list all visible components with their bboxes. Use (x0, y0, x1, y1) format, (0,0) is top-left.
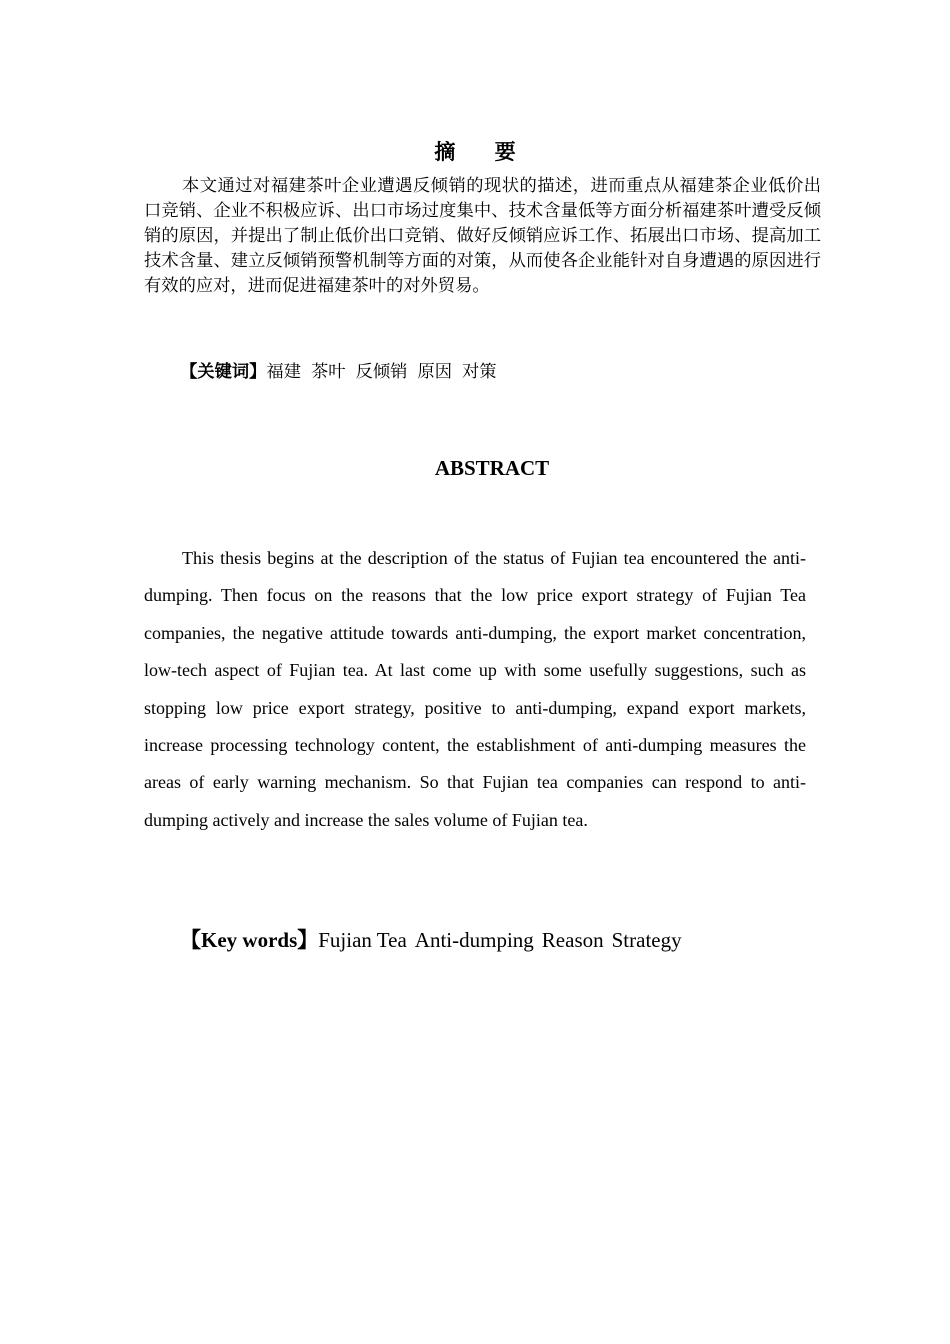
chinese-keywords-label: 【关键词】 (180, 362, 267, 382)
chinese-keyword: 对策 (462, 362, 497, 382)
chinese-keyword: 原因 (417, 362, 453, 382)
english-keywords (180, 925, 690, 955)
chinese-abstract-title: 摘 要 (434, 140, 532, 164)
chinese-abstract-body: 本文通过对福建茶叶企业遭遇反倾销的现状的描述，进而重点从福建茶企业低价出口竞销、企业不积极应诉、出口市场过度集中、技术含量低等方面分析福建茶叶遭受反倾销的原因，并提出了制止低价出口竞销、做好反倾销应诉工作、拓展出口市场、提高加工技术含量、建立反倾销预警机制等方面的对策，从而使各企业能针对自身遭遇的原因进行有效的应对，进而促进福建茶叶的对外贸易。 (144, 176, 821, 296)
chinese-keywords (180, 360, 507, 385)
english-abstract-body: This thesis begins at the description of the status of Fujian tea encountered the anti-dumping. Then focus on the reasons that the low price export strategy of Fujian Tea companies, the negative attitude towards anti-dumping, the export market concentration, low-tech aspect of Fujian tea. At last come up with some usefully suggestions, such as stopping low price export strategy, positive to anti-dumping, expand export markets, increase processing technology content, the establishment of anti-dumping measures the areas of early warning mechanism. So that Fujian tea companies can respond to anti-dumping actively and increase the sales volume of Fujian tea. (144, 548, 806, 830)
english-keyword: Anti-dumping (414, 928, 534, 952)
chinese-keyword: 茶叶 (311, 362, 346, 382)
chinese-keyword: 福建 (266, 362, 301, 382)
english-abstract-title: ABSTRACT (434, 456, 550, 480)
english-keywords-label: 【Key words】 (180, 928, 319, 952)
english-keyword: Fujian Tea (318, 928, 407, 952)
english-keyword: Reason (541, 928, 604, 952)
chinese-keyword: 反倾销 (355, 362, 408, 382)
english-keyword: Strategy (611, 928, 682, 952)
